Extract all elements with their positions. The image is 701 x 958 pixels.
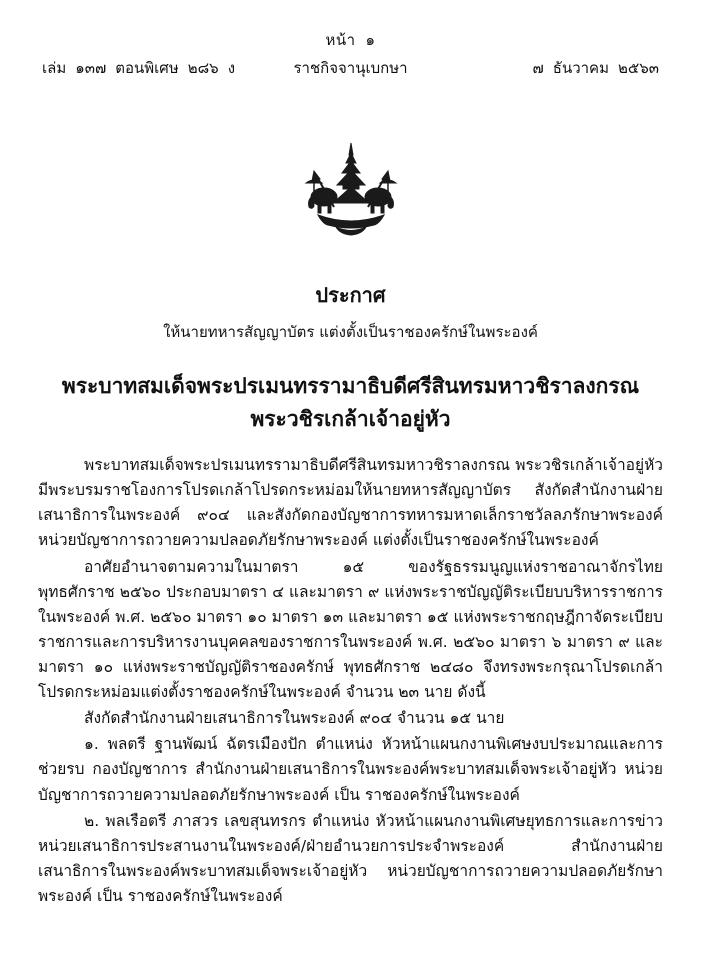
section-number: ๒๘๖ <box>187 59 219 77</box>
body-paragraph: สังกัดสำนักงานฝ่ายเสนาธิการในพระองค์ ๙๐๔ จำนวน ๑๕ นาย <box>84 709 505 728</box>
volume-label: เล่ม <box>42 59 67 77</box>
page-number: ๑ <box>365 31 376 49</box>
section-suffix: ง <box>227 59 236 77</box>
gazette-header <box>38 56 663 87</box>
body-paragraph: ๒. พลเรือตรี ภาสวร เลขสุนทรกร ตำแหน่ง หัวหน้าแผนกงานพิเศษยุทธการและการข่าว หน่วยเสนาธิการประสานงานในพระองค์/ฝ่ายอำนวยการประจำพระองค์ สำนักงานฝ่ายเสนาธิการในพระองค์พระบาทสมเด็จพระเจ้าอยู่หัว หน่วยบัญชาการถวายความปลอดภัยรักษาพระองค์ เป็น ราชองครักษ์ในพระองค์ <box>38 811 663 905</box>
royal-name-line-2: พระวชิรเกล้าเจ้าอยู่หัว <box>250 406 451 431</box>
announcement-subtitle: ให้นายทหารสัญญาบัตร แต่งตั้งเป็นราชองครักษ์ในพระองค์ <box>163 323 538 341</box>
date-month: ธันวาคม <box>552 59 609 77</box>
gazette-name: ราชกิจจานุเบกษา <box>293 59 408 77</box>
document-body <box>38 453 663 909</box>
gazette-volume-info <box>42 56 235 80</box>
date-year: ๒๕๖๓ <box>617 59 659 77</box>
announcement-title: ประกาศ <box>315 283 386 307</box>
body-paragraph: ๑. พลตรี ฐานพัฒน์ ฉัตรเมืองปัก ตำแหน่ง หัวหน้าแผนกงานพิเศษงบประมาณและการช่วยรบ กองบัญชาการ สำนักงานฝ่ายเสนาธิการในพระองค์พระบาทสมเด็จพระเจ้าอยู่หัว หน่วยบัญชาการถวายความปลอดภัยรักษาพระองค์ เป็น ราชองครักษ์ในพระองค์ <box>38 735 663 804</box>
gazette-date <box>533 56 659 80</box>
royal-garuda-emblem-icon <box>276 135 426 255</box>
body-paragraph: อาศัยอำนาจตามความในมาตรา ๑๕ ของรัฐธรรมนูญแห่งราชอาณาจักรไทย พุทธศักราช ๒๕๖๐ ประกอบมาตรา ๔ และมาตรา ๙ แห่งพระราชบัญญัติระเบียบบริหารราชการในพระองค์ พ.ศ. ๒๕๖๐ มาตรา ๑๐ มาตรา ๑๓ และมาตรา ๑๕ แห่งพระราชกฤษฎีกาจัดระเบียบราชการและการบริหารงานบุคคลของราชการในพระองค์ พ.ศ. ๒๕๖๐ มาตรา ๖ มาตรา ๙ และมาตรา ๑๐ แห่งพระราชบัญญัติราชองครักษ์ พุทธศักราช ๒๔๘๐ จึงทรงพระกรุณาโปรดเกล้าโปรดกระหม่อมแต่งตั้งราชองครักษ์ในพระองค์ จำนวน ๒๓ นาย ดังนี้ <box>38 557 663 702</box>
body-paragraph: พระบาทสมเด็จพระปรเมนทรรามาธิบดีศรีสินทรมหาวชิราลงกรณ พระวชิรเกล้าเจ้าอยู่หัว มีพระบรมราชโองการโปรดเกล้าโปรดกระหม่อมให้นายทหารสัญญาบัตร สังกัดสำนักงานฝ่ายเสนาธิการในพระองค์ ๙๐๔ และสังกัดกองบัญชาการทหารมหาดเล็กราชวัลลภรักษาพระองค์ หน่วยบัญชาการถวายความปลอดภัยรักษาพระองค์ แต่งตั้งเป็นราชองครักษ์ในพระองค์ <box>38 456 663 550</box>
volume-number: ๑๓๗ <box>75 59 107 77</box>
royal-name <box>38 370 663 435</box>
emblem-container <box>38 135 663 255</box>
royal-name-line-1: พระบาทสมเด็จพระปรเมนทรรามาธิบดีศรีสินทรมหาวชิราลงกรณ <box>61 374 640 398</box>
section-label: ตอนพิเศษ <box>115 59 179 77</box>
page-number-header <box>38 28 663 52</box>
date-day: ๗ <box>532 59 544 77</box>
page-label: หน้า <box>325 31 356 49</box>
